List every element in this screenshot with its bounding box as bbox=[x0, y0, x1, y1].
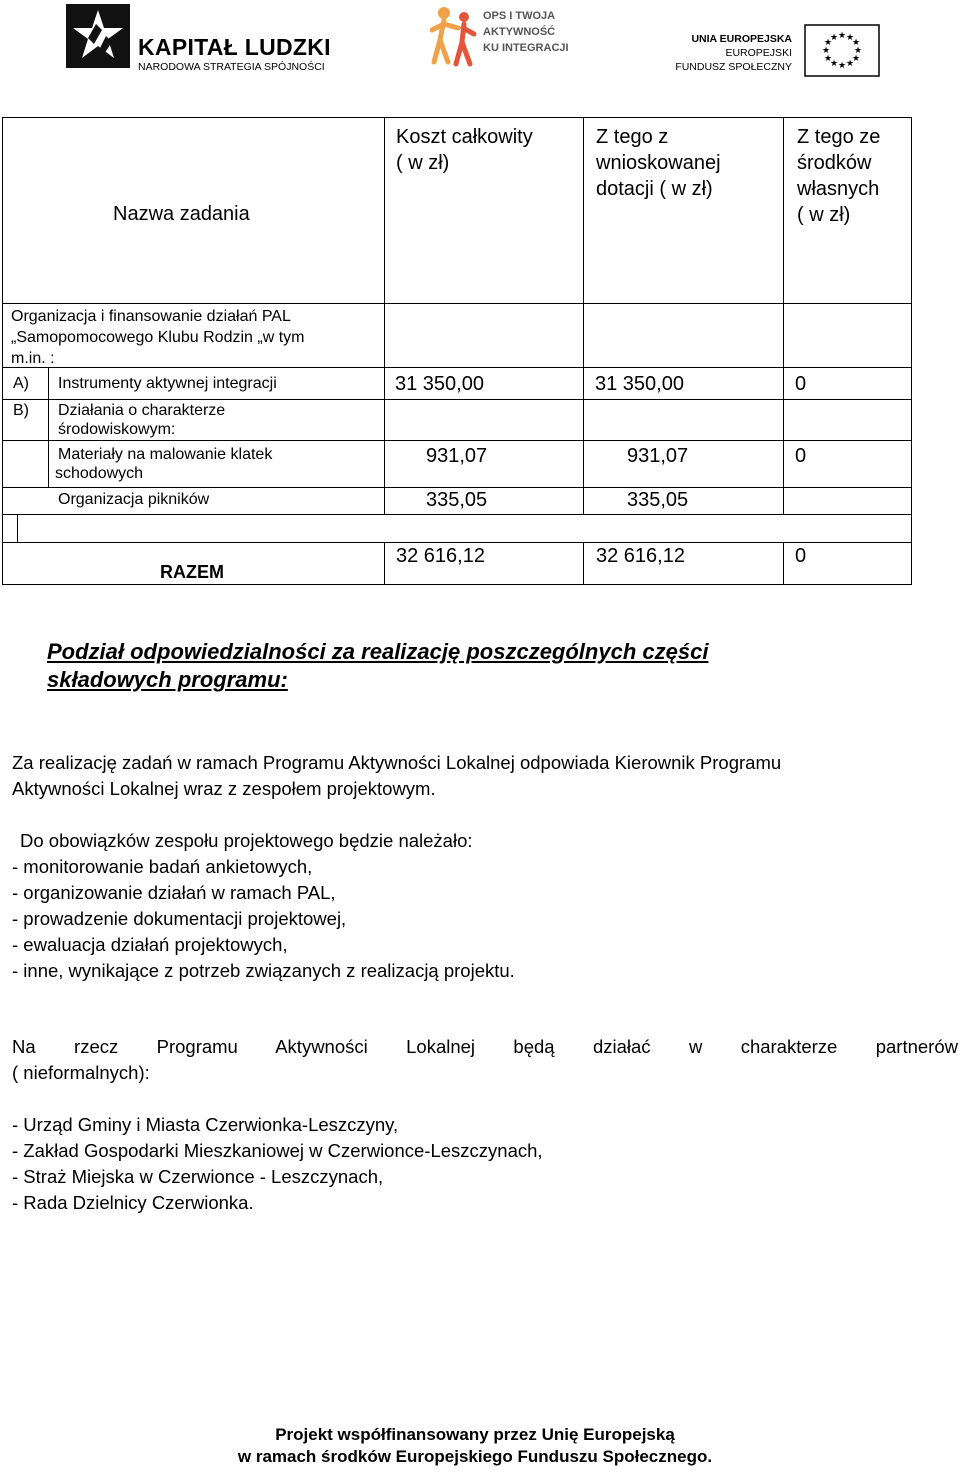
row-a-name: Instrumenty aktywnej integracji bbox=[58, 375, 277, 392]
footer-line2: w ramach środków Europejskiego Funduszu Społecznego. bbox=[237, 1447, 713, 1466]
svg-text:★: ★ bbox=[821, 46, 831, 56]
header-own-funds-line4: ( w zł) bbox=[797, 204, 851, 226]
table-divider bbox=[583, 542, 584, 584]
people-figures-icon bbox=[430, 4, 478, 68]
footer bbox=[180, 1424, 770, 1468]
row-b1-grant: 931,07 bbox=[627, 445, 689, 467]
table-divider bbox=[48, 367, 49, 487]
list-item: - inne, wynikające z potrzeb związanych z realizacją projektu. bbox=[12, 960, 515, 981]
total-label: RAZEM bbox=[160, 562, 224, 582]
row-b2-grant: 335,05 bbox=[627, 489, 689, 511]
kapital-ludzki-subtitle: NARODOWA STRATEGIA SPÓJNOŚCI bbox=[138, 61, 325, 73]
total-own: 0 bbox=[795, 545, 807, 567]
intro-line3: m.in. : bbox=[11, 350, 55, 367]
header-grant bbox=[596, 124, 721, 202]
partners-paragraph bbox=[12, 1034, 958, 1086]
svg-text:★: ★ bbox=[845, 59, 855, 69]
duties-list bbox=[12, 828, 515, 984]
row-a-letter: A) bbox=[13, 375, 29, 392]
ops-logo-line1: OPS I TWOJA bbox=[483, 10, 556, 22]
row-b1-name-line2: schodowych bbox=[55, 465, 144, 482]
row-b-name-line1: Działania o charakterze bbox=[58, 402, 226, 419]
eu-logo-line1: UNIA EUROPEJSKA bbox=[691, 33, 792, 45]
list-item: - Zakład Gospodarki Mieszkaniowej w Czerwionce-Leszczynach, bbox=[12, 1140, 543, 1161]
intro-line1: Organizacja i finansowanie działań PAL bbox=[11, 308, 291, 325]
section-heading bbox=[47, 638, 847, 694]
ops-logo bbox=[430, 4, 590, 74]
eu-logo-line3: FUNDUSZ SPOŁECZNY bbox=[675, 61, 792, 73]
table-divider bbox=[3, 440, 911, 441]
svg-text:★: ★ bbox=[837, 61, 847, 71]
list-item: - Straż Miejska w Czerwionce - Leszczynach, bbox=[12, 1166, 384, 1187]
row-b-name-line2: środowiskowym: bbox=[58, 421, 176, 438]
row-b-letter: B) bbox=[13, 402, 29, 419]
ops-logo-text bbox=[483, 8, 569, 56]
row-a-cost: 31 350,00 bbox=[395, 373, 484, 395]
list-item: - organizowanie działań w ramach PAL, bbox=[12, 882, 336, 903]
partners-list bbox=[12, 1112, 543, 1216]
svg-text:★: ★ bbox=[851, 54, 861, 64]
total-cost: 32 616,12 bbox=[396, 545, 485, 567]
svg-text:★: ★ bbox=[845, 33, 855, 43]
svg-text:★: ★ bbox=[823, 38, 833, 48]
eu-logo-line2: EUROPEJSKI bbox=[725, 47, 792, 59]
partners-line1: Na rzecz Programu Aktywności Lokalnej będą działać w charakterze partnerów bbox=[12, 1036, 958, 1057]
eu-logo-text bbox=[675, 32, 792, 74]
svg-text:★: ★ bbox=[823, 54, 833, 64]
header-own-funds-line3: własnych bbox=[797, 178, 880, 200]
budget-table bbox=[2, 117, 912, 585]
table-divider bbox=[384, 118, 385, 514]
header-total-cost-line1: Koszt całkowity bbox=[396, 126, 533, 148]
svg-text:★: ★ bbox=[853, 46, 863, 56]
intro-cell bbox=[11, 306, 304, 369]
ops-logo-line2: AKTYWNOŚĆ bbox=[483, 26, 556, 38]
row-b-name bbox=[58, 401, 225, 439]
table-divider bbox=[3, 399, 911, 400]
ops-logo-line3: KU INTEGRACJI bbox=[483, 42, 569, 54]
partners-line2: ( nieformalnych): bbox=[12, 1062, 150, 1083]
eu-logo bbox=[675, 24, 882, 80]
svg-text:★: ★ bbox=[851, 38, 861, 48]
row-b2-name: Organizacja pikników bbox=[58, 491, 210, 508]
header-grant-line1: Z tego z bbox=[596, 126, 669, 148]
header-own-funds-line1: Z tego ze bbox=[797, 126, 881, 148]
svg-text:★: ★ bbox=[837, 31, 847, 41]
list-item: - Rada Dzielnicy Czerwionka. bbox=[12, 1192, 254, 1213]
row-b1-own: 0 bbox=[795, 445, 807, 467]
list-item: - prowadzenie dokumentacji projektowej, bbox=[12, 908, 347, 929]
section-heading-line1: Podział odpowiedzialności za realizację poszczególnych części bbox=[47, 639, 709, 664]
row-b2-cost: 335,05 bbox=[426, 489, 488, 511]
row-b1-name-line1: Materiały na malowanie klatek bbox=[58, 446, 273, 463]
responsibility-line1: Za realizację zadań w ramach Programu Aktywności Lokalnej odpowiada Kierownik Programu bbox=[12, 752, 782, 773]
table-divider bbox=[384, 542, 385, 584]
header-own-funds-line2: środków bbox=[797, 152, 872, 174]
header-own-funds bbox=[797, 124, 880, 228]
row-b1-cost: 931,07 bbox=[426, 445, 488, 467]
table-divider bbox=[3, 542, 911, 543]
header-grant-line2: wnioskowanej bbox=[596, 152, 721, 174]
table-divider bbox=[783, 118, 784, 514]
list-item: - ewaluacja działań projektowych, bbox=[12, 934, 288, 955]
header-total-cost-line2: ( w zł) bbox=[396, 152, 450, 174]
responsibility-line2: Aktywności Lokalnej wraz z zespołem projektowym. bbox=[12, 778, 436, 799]
duties-intro: Do obowiązków zespołu projektowego będzie należało: bbox=[20, 830, 473, 851]
table-divider bbox=[3, 514, 911, 515]
header-grant-line3: dotacji ( w zł) bbox=[596, 178, 713, 200]
intro-line2: „Samopomocowego Klubu Rodzin „w tym bbox=[11, 329, 305, 346]
kapital-ludzki-star-icon bbox=[66, 4, 130, 68]
svg-text:★: ★ bbox=[829, 33, 839, 43]
row-a-grant: 31 350,00 bbox=[595, 373, 684, 395]
table-divider bbox=[783, 542, 784, 584]
header-total-cost bbox=[396, 124, 533, 176]
footer-line1: Projekt współfinansowany przez Unię Europejską bbox=[275, 1425, 675, 1444]
header-task-name: Nazwa zadania bbox=[113, 203, 250, 225]
kapital-ludzki-title: KAPITAŁ LUDZKI bbox=[138, 34, 331, 60]
row-b1-name bbox=[55, 445, 273, 483]
responsibility-paragraph bbox=[12, 750, 960, 802]
row-a-own: 0 bbox=[795, 373, 807, 395]
eu-flag-icon bbox=[804, 24, 880, 77]
table-divider bbox=[583, 118, 584, 514]
list-item: - monitorowanie badań ankietowych, bbox=[12, 856, 313, 877]
table-divider bbox=[17, 514, 18, 542]
section-heading-line2: składowych programu: bbox=[47, 667, 288, 692]
list-item: - Urząd Gminy i Miasta Czerwionka-Leszczyny, bbox=[12, 1114, 399, 1135]
svg-text:★: ★ bbox=[829, 59, 839, 69]
total-grant: 32 616,12 bbox=[596, 545, 685, 567]
table-divider bbox=[3, 303, 911, 304]
kapital-ludzki-logo bbox=[66, 4, 336, 76]
